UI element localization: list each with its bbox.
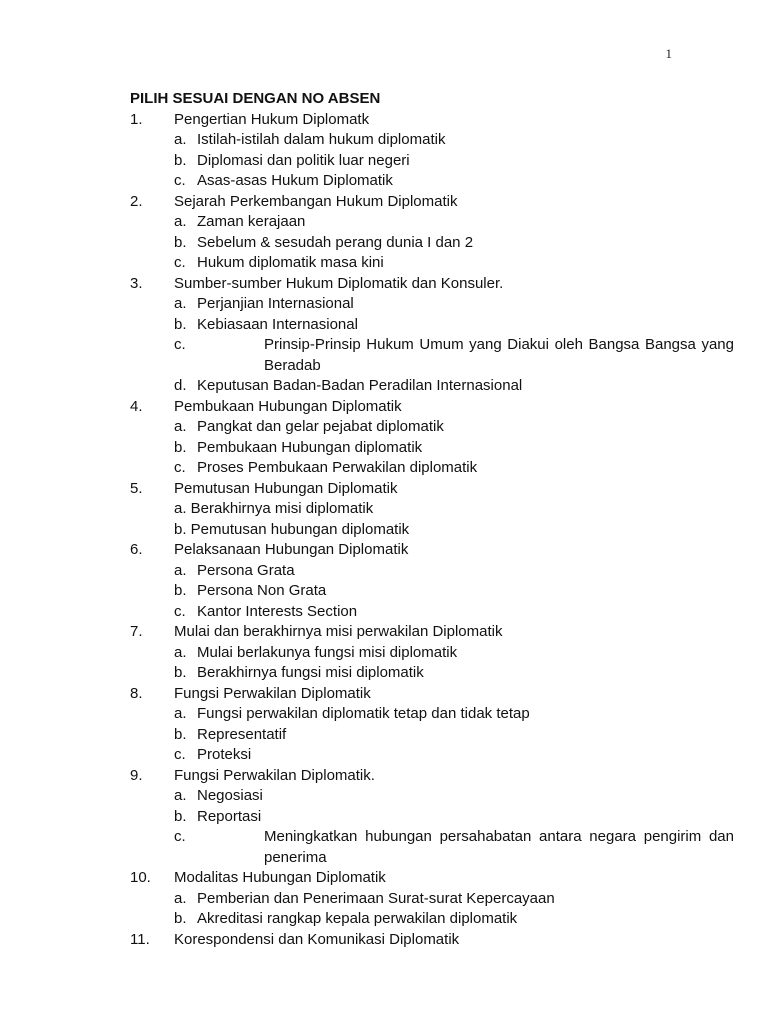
subtopic-letter: c.: [174, 336, 186, 353]
topic-number: 11.: [130, 930, 150, 948]
subtopic-letter: b.: [174, 807, 187, 825]
subtopic-item: [130, 499, 670, 520]
topic-item: [130, 766, 670, 787]
topic-number: 3.: [130, 274, 143, 292]
topic-item: [130, 930, 670, 951]
subtopic-text: Pemberian dan Penerimaan Surat-surat Kepercayaan: [197, 889, 555, 907]
subtopic-text: b. Pemutusan hubungan diplomatik: [174, 520, 410, 538]
subtopic-text: Sebelum & sesudah perang dunia I dan 2: [197, 233, 474, 251]
subtopic-text: Hukum diplomatik masa kini: [197, 254, 384, 271]
subtopic-item: [130, 704, 670, 725]
subtopic-item: [130, 458, 670, 479]
subtopic-item: [130, 294, 670, 315]
page-number: 1: [665, 46, 672, 61]
subtopic-letter: b.: [174, 725, 187, 743]
subtopic-letter: b.: [174, 910, 187, 927]
topic-number: 9.: [130, 766, 143, 784]
topic-title: Fungsi Perwakilan Diplomatik.: [174, 766, 375, 784]
topic-title: Pelaksanaan Hubungan Diplomatik: [174, 541, 409, 558]
subtopic-item: [130, 315, 670, 336]
topic-number: 5.: [130, 479, 143, 497]
subtopic-letter: a.: [174, 213, 187, 230]
subtopic-item: [130, 602, 670, 623]
subtopic-text: Meningkatkan hubungan persahabatan antara negara pengirim dan penerima: [264, 828, 734, 866]
topic-item: [130, 868, 670, 889]
topic-item: [130, 110, 670, 131]
topic-title: Modalitas Hubungan Diplomatik: [174, 869, 386, 886]
topic-item: [130, 192, 670, 213]
subtopic-text: Mulai berlakunya fungsi misi diplomatik: [197, 643, 458, 661]
subtopic-letter: a.: [174, 787, 187, 804]
subtopic-item: [130, 253, 670, 274]
subtopic-item: [130, 520, 670, 541]
subtopic-text: Proses Pembukaan Perwakilan diplomatik: [197, 459, 478, 476]
subtopic-text: Asas-asas Hukum Diplomatik: [197, 172, 393, 189]
subtopic-text: Kebiasaan Internasional: [197, 315, 358, 333]
subtopic-item: [130, 643, 670, 664]
document-content: [130, 89, 734, 950]
subtopic-item: [130, 171, 670, 192]
subtopic-item: [130, 786, 670, 807]
subtopic-item: [130, 130, 670, 151]
subtopic-letter: b.: [174, 664, 187, 681]
subtopic-text: Diplomasi dan politik luar negeri: [197, 151, 410, 169]
topic-title: Mulai dan berakhirnya misi perwakilan Diplomatik: [174, 623, 503, 640]
topic-title: Sejarah Perkembangan Hukum Diplomatik: [174, 192, 458, 210]
topic-item: [130, 684, 670, 705]
topic-title: Pemutusan Hubungan Diplomatik: [174, 479, 398, 497]
subtopic-item: [130, 663, 670, 684]
subtopic-text: Persona Grata: [197, 561, 295, 579]
topic-number: 10.: [130, 869, 151, 886]
subtopic-item: [130, 725, 670, 746]
topic-title: Korespondensi dan Komunikasi Diplomatik: [174, 930, 460, 948]
topic-number: 6.: [130, 541, 143, 558]
subtopic-item: [130, 151, 670, 172]
page-heading: PILIH SESUAI DENGAN NO ABSEN: [130, 90, 381, 107]
subtopic-text: Akreditasi rangkap kepala perwakilan diplomatik: [197, 910, 518, 927]
subtopic-letter: a.: [174, 131, 187, 148]
subtopic-text: Zaman kerajaan: [197, 213, 306, 230]
topic-title: Pengertian Hukum Diplomatk: [174, 110, 370, 128]
subtopic-letter: b.: [174, 151, 187, 169]
topic-item: [130, 479, 670, 500]
subtopic-letter: b.: [174, 315, 187, 333]
subtopic-text: Pangkat dan gelar pejabat diplomatik: [197, 418, 444, 435]
subtopic-letter: c.: [174, 602, 186, 620]
subtopic-letter: a.: [174, 295, 187, 312]
subtopic-letter: b.: [174, 233, 187, 251]
subtopic-item: [130, 212, 670, 233]
subtopic-item: [130, 376, 670, 397]
subtopic-text: a. Berakhirnya misi diplomatik: [174, 500, 374, 517]
subtopic-item: [130, 561, 670, 582]
topic-title: Pembukaan Hubungan Diplomatik: [174, 397, 402, 415]
topic-item: [130, 397, 670, 418]
topic-title: Fungsi Perwakilan Diplomatik: [174, 684, 371, 702]
topic-title: Sumber-sumber Hukum Diplomatik dan Konsuler.: [174, 274, 504, 292]
subtopic-text: Keputusan Badan-Badan Peradilan Internasional: [197, 377, 523, 394]
subtopic-letter: b.: [174, 438, 187, 456]
subtopic-item: [130, 889, 670, 910]
subtopic-letter: a.: [174, 705, 187, 722]
subtopic-item: [130, 827, 734, 868]
topic-number: 2.: [130, 192, 143, 210]
subtopic-text: Representatif: [197, 725, 287, 743]
subtopic-letter: c.: [174, 172, 186, 189]
subtopic-letter: c.: [174, 459, 186, 476]
subtopic-item: [130, 233, 670, 254]
subtopic-item: [130, 581, 670, 602]
subtopic-letter: c.: [174, 746, 186, 763]
subtopic-letter: c.: [174, 254, 186, 271]
topic-item: [130, 622, 670, 643]
topic-number: 1.: [130, 110, 143, 128]
subtopic-text: Kantor Interests Section: [197, 602, 358, 620]
subtopic-letter: a.: [174, 561, 187, 579]
subtopic-item: [130, 438, 670, 459]
subtopic-letter: a.: [174, 418, 187, 435]
subtopic-text: Reportasi: [197, 807, 262, 825]
subtopic-item: [130, 335, 734, 376]
subtopic-text: Proteksi: [197, 746, 252, 763]
subtopic-text: Prinsip-Prinsip Hukum Umum yang Diakui oleh Bangsa Bangsa yang Beradab: [264, 336, 734, 374]
subtopic-text: Persona Non Grata: [197, 582, 327, 599]
subtopic-letter: b.: [174, 582, 187, 599]
topic-item: [130, 274, 670, 295]
topic-number: 8.: [130, 684, 143, 702]
subtopic-letter: d.: [174, 377, 187, 394]
subtopic-text: Perjanjian Internasional: [197, 295, 354, 312]
subtopic-item: [130, 807, 670, 828]
topic-item: [130, 540, 670, 561]
subtopic-item: [130, 909, 670, 930]
topic-number: 4.: [130, 397, 143, 415]
subtopic-text: Pembukaan Hubungan diplomatik: [197, 438, 423, 456]
subtopic-item: [130, 417, 670, 438]
subtopic-letter: c.: [174, 828, 186, 845]
subtopic-text: Negosiasi: [197, 787, 263, 804]
topic-number: 7.: [130, 623, 143, 640]
subtopic-text: Fungsi perwakilan diplomatik tetap dan tidak tetap: [197, 705, 530, 722]
subtopic-item: [130, 745, 670, 766]
subtopic-text: Berakhirnya fungsi misi diplomatik: [197, 664, 424, 681]
subtopic-letter: a.: [174, 643, 187, 661]
subtopic-text: Istilah-istilah dalam hukum diplomatik: [197, 131, 446, 148]
subtopic-letter: a.: [174, 889, 187, 907]
